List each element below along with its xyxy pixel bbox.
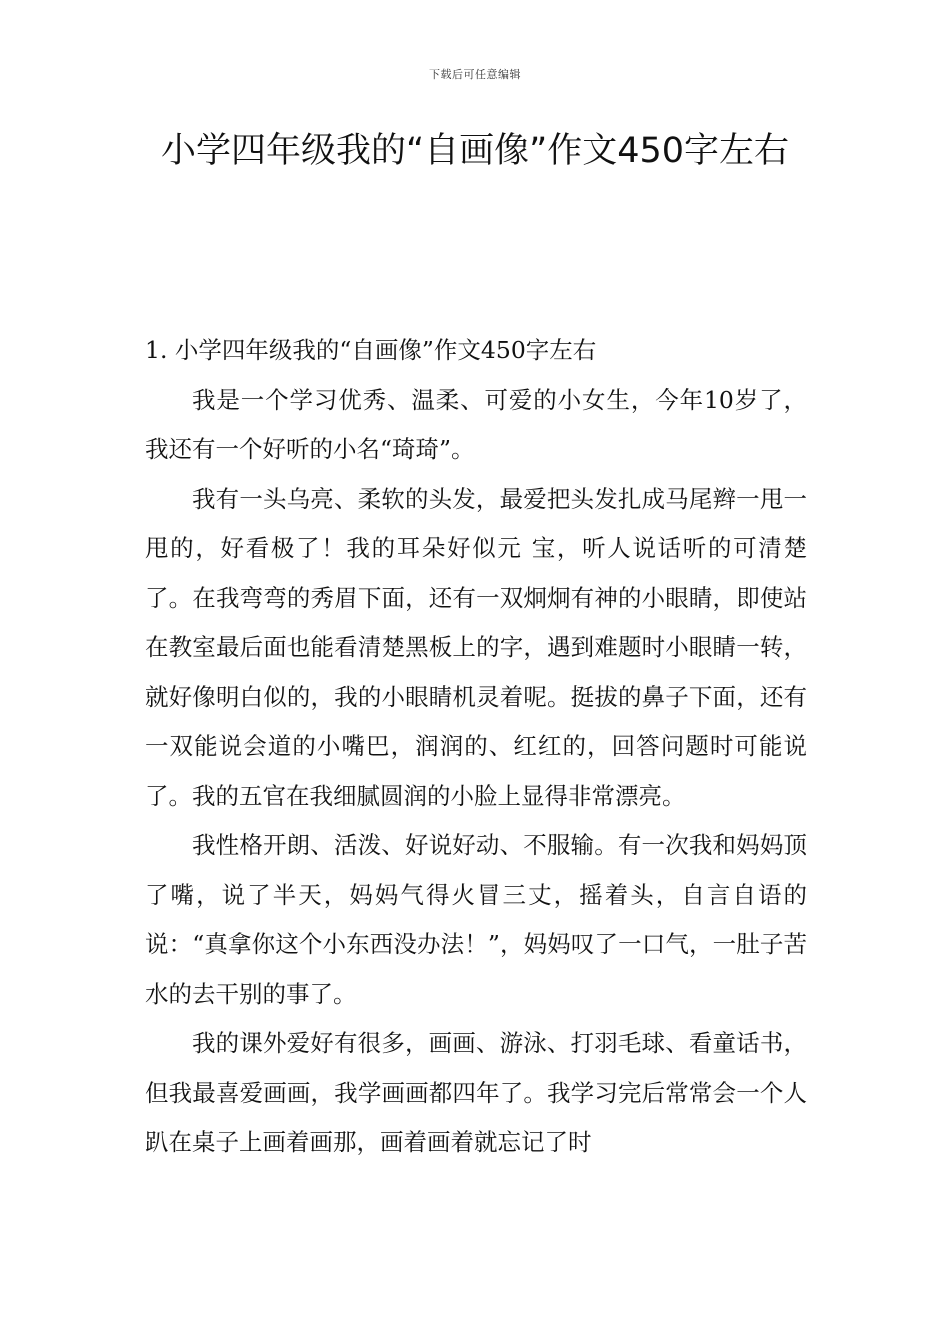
- document-body: [145, 326, 807, 1168]
- paragraph-2: 我有一头乌亮、柔软的头发，最爱把头发扎成马尾辫一甩一甩的，好看极了！我的耳朵好似元 宝，听人说话听的可清楚了。在我弯弯的秀眉下面，还有一双炯炯有神的小眼睛，即使站在教室最后面也能看清楚黑板上的字，遇到难题时小眼睛一转，就好像明白似的，我的小眼睛机灵着呢。挺拔的鼻子下面，还有一双能说会道的小嘴巴，润润的、红红的，回答问题时可能说了。我的五官在我细腻圆润的小脸上显得非常漂亮。: [145, 484, 807, 810]
- paragraph-3: 我性格开朗、活泼、好说好动、不服输。有一次我和妈妈顶了嘴，说了半天，妈妈气得火冒三丈，摇着头，自言自语的说：“真拿你这个小东西没办法！”，妈妈叹了一口气，一肚子苦水的去干别的事了。: [145, 831, 807, 1008]
- section-heading: 1. 小学四年级我的“自画像”作文450字左右: [145, 336, 597, 364]
- header-note: 下载后可任意编辑: [429, 68, 521, 81]
- paragraph-4: 我的课外爱好有很多，画画、游泳、打羽毛球、看童话书，但我最喜爱画画，我学画画都四年了。我学习完后常常会一个人趴在桌子上画着画那，画着画着就忘记了时: [145, 1029, 807, 1156]
- paragraph-1: 我是一个学习优秀、温柔、可爱的小女生，今年10岁了，我还有一个好听的小名“琦琦”。: [145, 385, 807, 463]
- page-title: 小学四年级我的“自画像”作文450字左右: [160, 131, 790, 171]
